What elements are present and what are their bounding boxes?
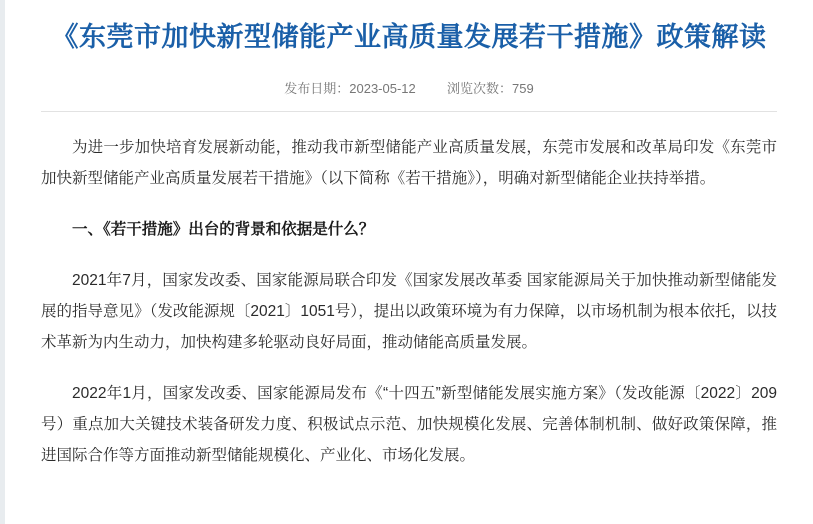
publish-date: 发布日期：2023-05-12 [284, 81, 416, 97]
view-count: 浏览次数：759 [447, 81, 534, 97]
section-heading-1: 一、《若干措施》出台的背景和依据是什么？ [72, 221, 375, 239]
page-title: 《东莞市加快新型储能产业高质量发展若干措施》政策解读 [51, 22, 767, 52]
document-page [5, 0, 813, 524]
paragraph-1: 2021年7月，国家发改委、国家能源局联合印发《国家发展改革委 国家能源局关于加快推动新型储能发展的指导意见》（发改能源规〔2021〕1051号），提出以政策环境为有力保障，以市场机制为根本依托，以技术革新为内生动力，加快构建多轮驱动良好局面，推动储能高质量发展。 [41, 272, 777, 352]
paragraph-2: 2022年1月，国家发改委、国家能源局发布《“十四五”新型储能发展实施方案》（发改能源〔2022〕209号）重点加大关键技术装备研发力度、积极试点示范、加快规模化发展、完善体制机制、做好政策保障，推进国际合作等方面推动新型储能规模化、产业化、市场化发展。 [41, 385, 777, 465]
header-divider [41, 111, 777, 112]
paragraph-intro: 为进一步加快培育发展新动能，推动我市新型储能产业高质量发展，东莞市发展和改革局印发《东莞市加快新型储能产业高质量发展若干措施》（以下简称《若干措施》），明确对新型储能企业扶持举措。 [41, 139, 777, 188]
document-meta [41, 78, 777, 97]
